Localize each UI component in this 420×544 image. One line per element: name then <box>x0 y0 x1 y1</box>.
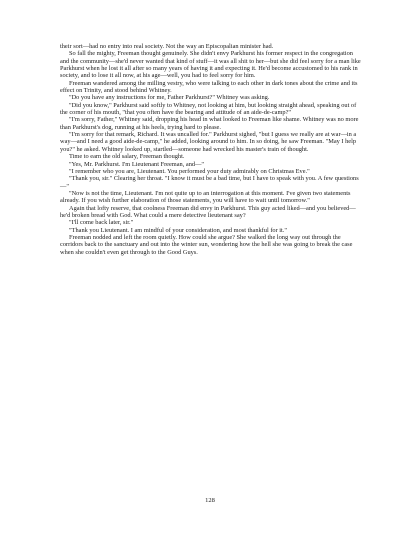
paragraph-15: "Thank you Lieutenant. I am mindful of your consideration, and most thankful for it." <box>69 226 287 234</box>
paragraph-12: "Now is not the time, Lieutenant. I'm not quite up to an interrogation at this moment. I've given two statements already. If you wish further elaboration of those statements, you will have to wait until tomorrow." <box>60 189 351 205</box>
paragraph-8: Time to earn the old salary, Freeman thought. <box>69 153 185 161</box>
paragraph-13: Again that lofty reserve, that coolness Freeman did envy in Parkhurst. This guy acted liked—and you believed—he'd broken bread with God. What could a mere detective lieutenant say? <box>60 204 356 219</box>
paragraph-7: "I'm sorry for that remark, Richard. It was uncalled for." Parkhurst sighed, "but I guess we really are at war—in a way—and I need a good aide-de-camp," he added, looking around to him. In so doing, he saw Freeman. "May I help you?" he asked. Whitney looked up, startled—someone had wrecked his master's train of thought. <box>60 131 357 153</box>
paragraph-14: "I'll come back later, sir." <box>69 219 134 227</box>
paragraph-11: "Thank you, sir." Clearing her throat. "I know it must be a bad time, but I have to speak with you. A few questions—" <box>60 175 359 190</box>
paragraph-2: So fall the mighty, Freeman thought genuinely. She didn't envy Parkhurst his former respect in the congregation and the community—she'd never wanted that kind of stuff—it was all shit to her—but she did feel sorry for a man like Parkhurst when he lost it all after so many years of having it and expecting it. He'd become accustomed to his rank in society, and to lose it all now, at his age—well, you had to feel sorry for him. <box>60 50 361 80</box>
paragraph-10: "I remember who you are, Lieutenant. You performed your duty admirably on Christmas Eve." <box>69 167 310 175</box>
paragraph-4: "Do you have any instructions for me, Father Parkhurst?" Whitney was asking. <box>69 94 270 102</box>
paragraph-9: "Yes, Mr. Parkhurst. I'm Lieutenant Freeman, and—" <box>69 160 204 168</box>
paragraph-6: "I'm sorry, Father," Whitney said, dropping his head in what looked to Freeman like shame. Whitney was no more than Parkhurst's dog, running at his heels, trying hard to please. <box>60 116 359 131</box>
paragraph-5: "Did you know," Parkhurst said softly to Whitney, not looking at him, but looking straight ahead, speaking out of the corner of his mouth, "that you often have the bearing and attitude of an aide-de-camp?" <box>60 101 357 117</box>
book-page-body <box>60 43 362 256</box>
paragraph-16: Freeman nodded and left the room quietly. How could she argue? She walked the long way out through the corridors back to the sanctuary and out into the winter sun, wondering how the hell she was going to break the case when she couldn't even get through to the Good Guys. <box>60 233 353 256</box>
paragraph-3: Freeman wandered among the milling vestry, who were talking to each other in dark tones about the crime and its effect on Trinity, and stood behind Whitney. <box>60 79 358 95</box>
paragraph-1: their sort—had no entry into real society. Not the way an Episcopalian minister had. <box>60 43 274 50</box>
page-number: 128 <box>205 497 215 504</box>
